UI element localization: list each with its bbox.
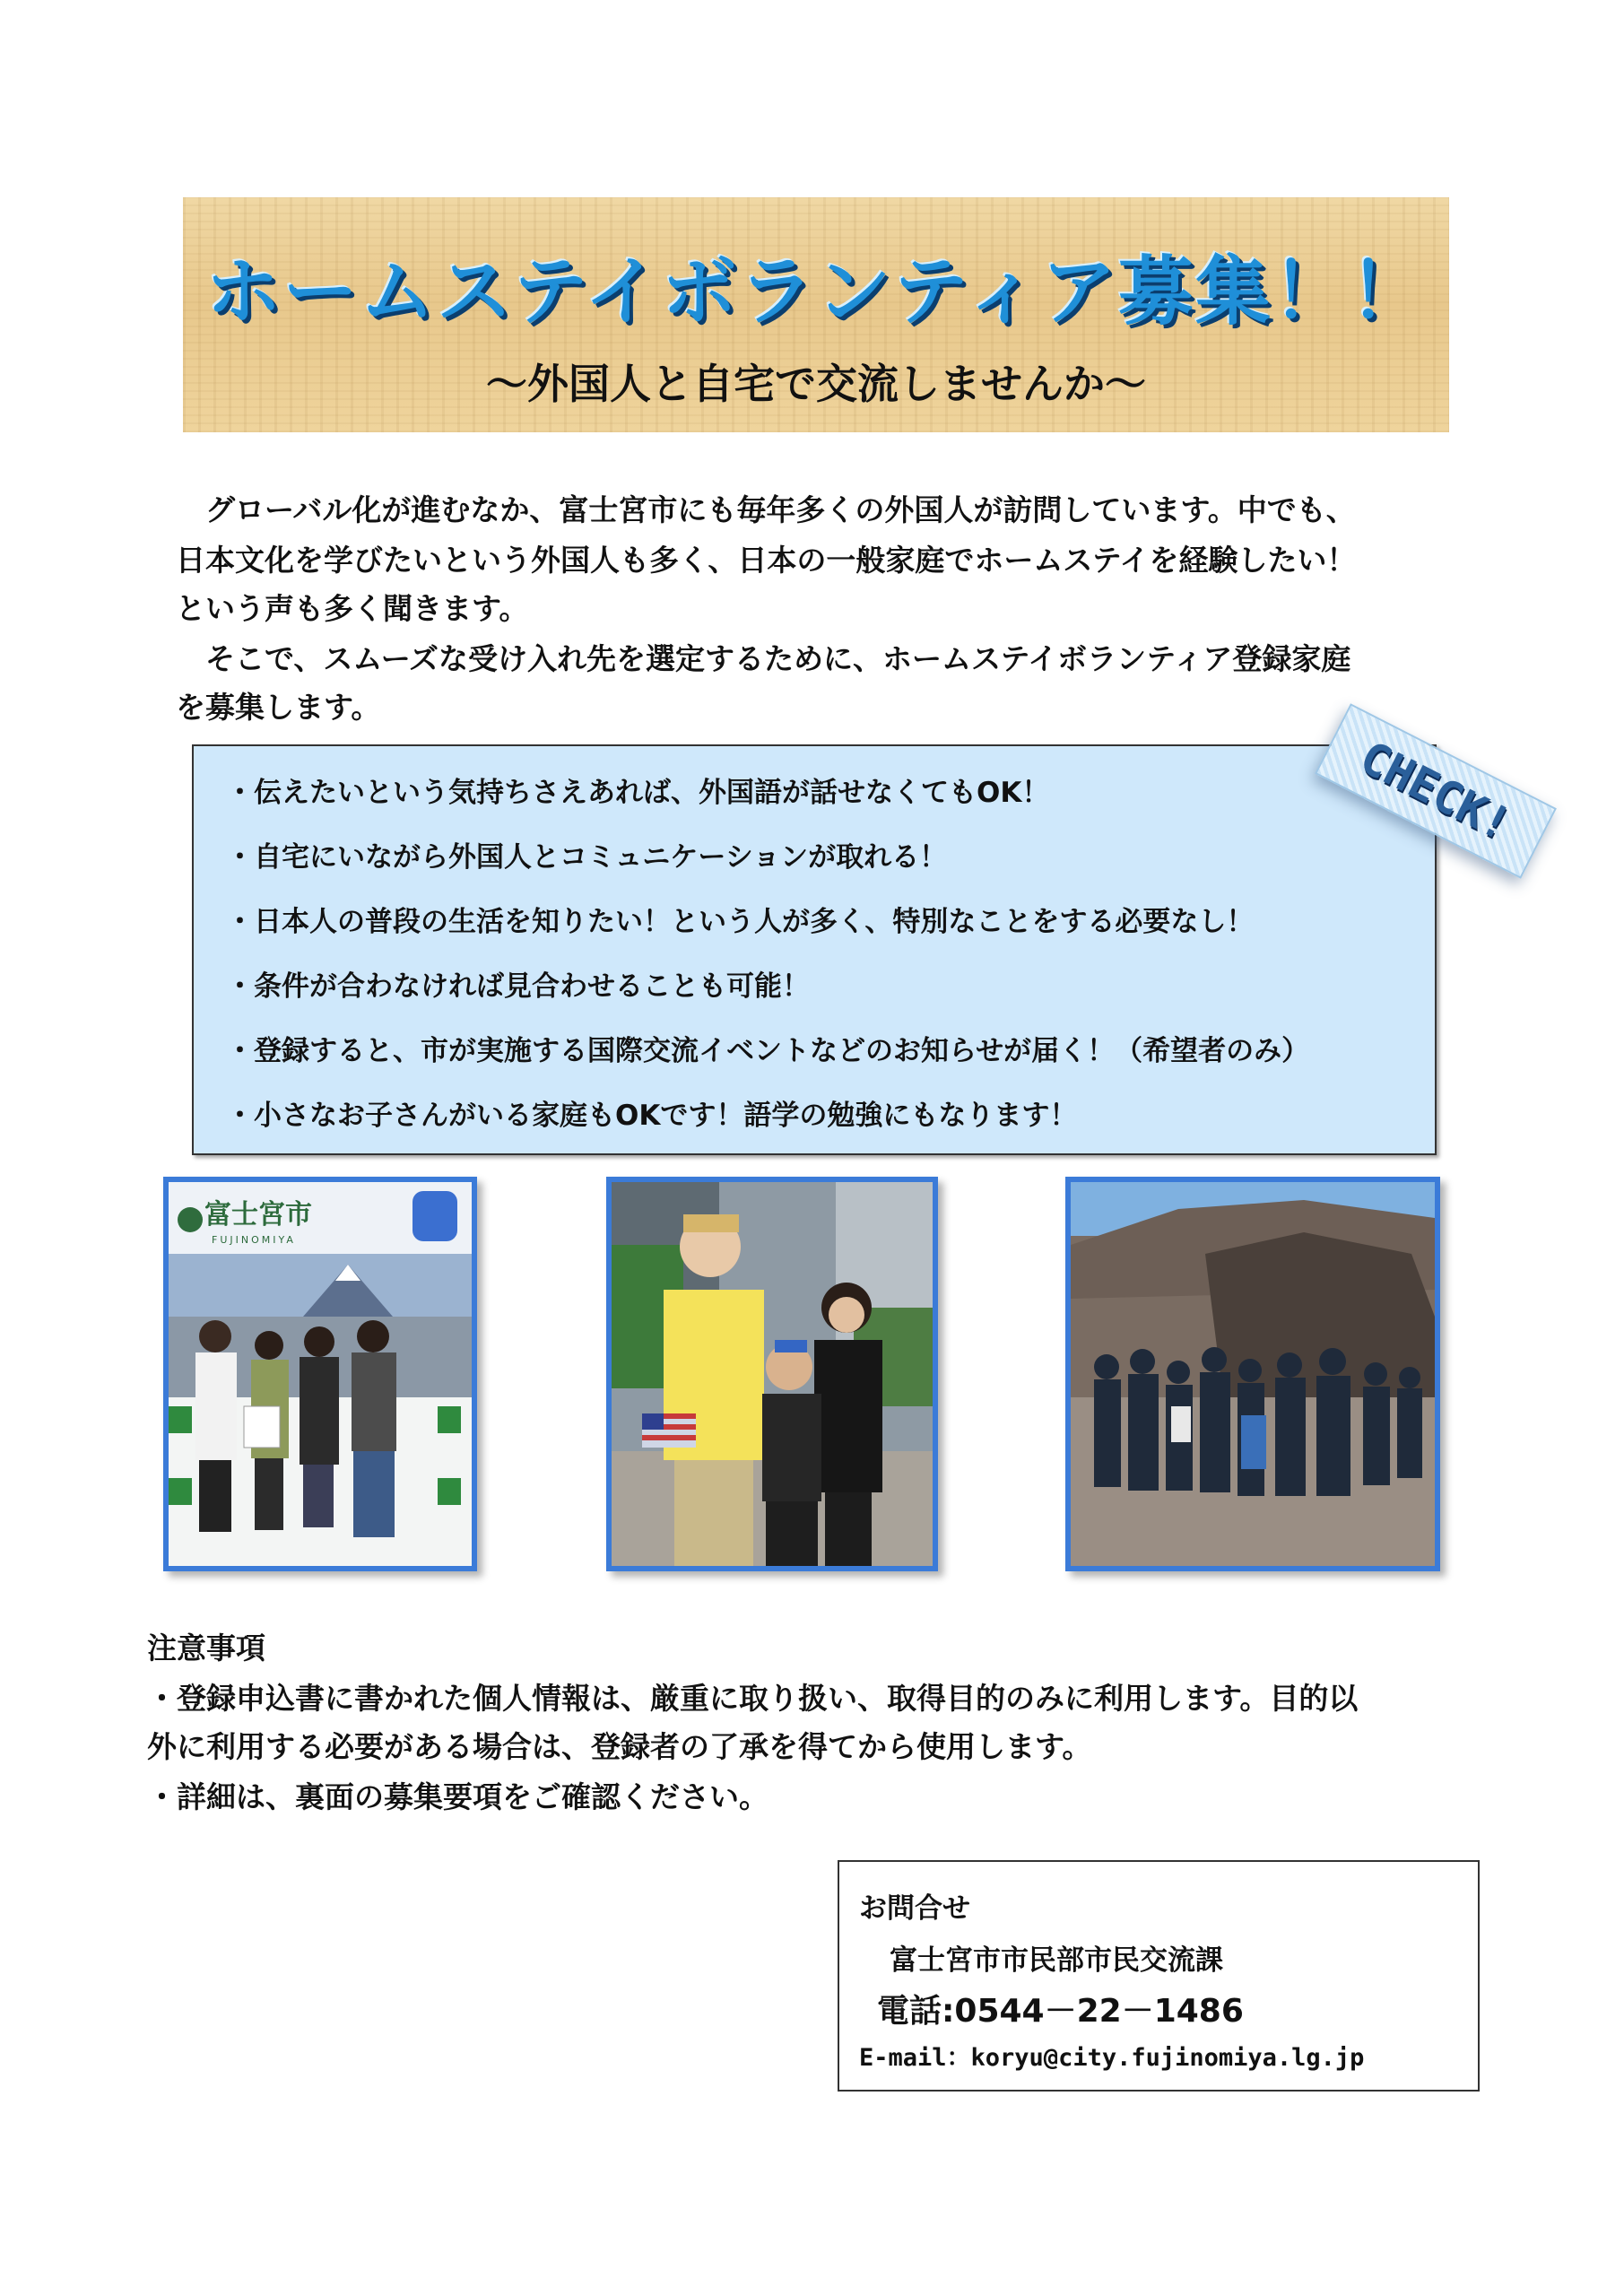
check-item: ・小さなお子さんがいる家庭もOKです！語学の勉強にもなります！ <box>226 1100 1078 1132</box>
check-item: ・日本人の普段の生活を知りたい！という人が多く、特別なことをする必要なし！ <box>226 906 1255 938</box>
photo-host-family-image <box>612 1182 933 1566</box>
photo-city-hall-image <box>169 1182 472 1566</box>
photo-city-hall-group <box>163 1177 477 1571</box>
intro-line: グローバル化が進むなか、富士宮市にも毎年多くの外国人が訪問しています。中でも、 <box>176 492 1356 527</box>
intro-line: 日本文化を学びたいという外国人も多く、日本の一般家庭でホームステイを経験したい！ <box>176 543 1357 578</box>
contact-email[interactable]: E-mail：koryu@city.fujinomiya.lg.jp <box>859 2044 1365 2072</box>
note-line: 外に利用する必要がある場合は、登録者の了承を得てから使用します。 <box>147 1729 1092 1764</box>
photo-mountain-group-image <box>1071 1182 1435 1566</box>
contact-heading: お問合せ <box>859 1892 970 1925</box>
note-line: ・登録申込書に書かれた個人情報は、厳重に取り扱い、取得目的のみに利用します。目的以 <box>147 1681 1359 1716</box>
intro-line: という声も多く聞きます。 <box>176 591 529 626</box>
intro-line: を募集します。 <box>176 690 381 725</box>
banner-title: ホームステイボランティア募集！！ <box>205 248 1427 335</box>
contact-department: 富士宮市市民部市民交流課 <box>890 1944 1223 1977</box>
city-sign-text: 富士宮市 <box>204 1199 312 1231</box>
contact-box <box>838 1860 1480 2092</box>
photo-mountain-group <box>1065 1177 1440 1571</box>
contact-phone: 電話:0544－22－1486 <box>877 1993 1244 2030</box>
check-list-box <box>192 744 1437 1155</box>
check-item: ・自宅にいながら外国人とコミュニケーションが取れる！ <box>226 841 948 874</box>
notes-heading: 注意事項 <box>147 1631 265 1665</box>
photo-host-family <box>606 1177 938 1571</box>
note-line: ・詳細は、裏面の募集要項をご確認ください。 <box>147 1779 769 1814</box>
check-item: ・伝えたいという気持ちさえあれば、外国語が話せなくてもOK！ <box>226 777 1050 809</box>
title-banner <box>183 197 1449 432</box>
city-sign-english: FUJINOMIYA <box>212 1234 296 1246</box>
check-item: ・条件が合わなければ見合わせることも可能！ <box>226 970 810 1003</box>
check-item: ・登録すると、市が実施する国際交流イベントなどのお知らせが届く！（希望者のみ） <box>226 1035 1310 1067</box>
intro-line: そこで、スムーズな受け入れ先を選定するために、ホームステイボランティア登録家庭 <box>176 641 1351 676</box>
check-tag-label: CHECK! <box>1351 731 1520 851</box>
banner-subtitle: ～外国人と自宅で交流しませんか～ <box>486 360 1146 408</box>
